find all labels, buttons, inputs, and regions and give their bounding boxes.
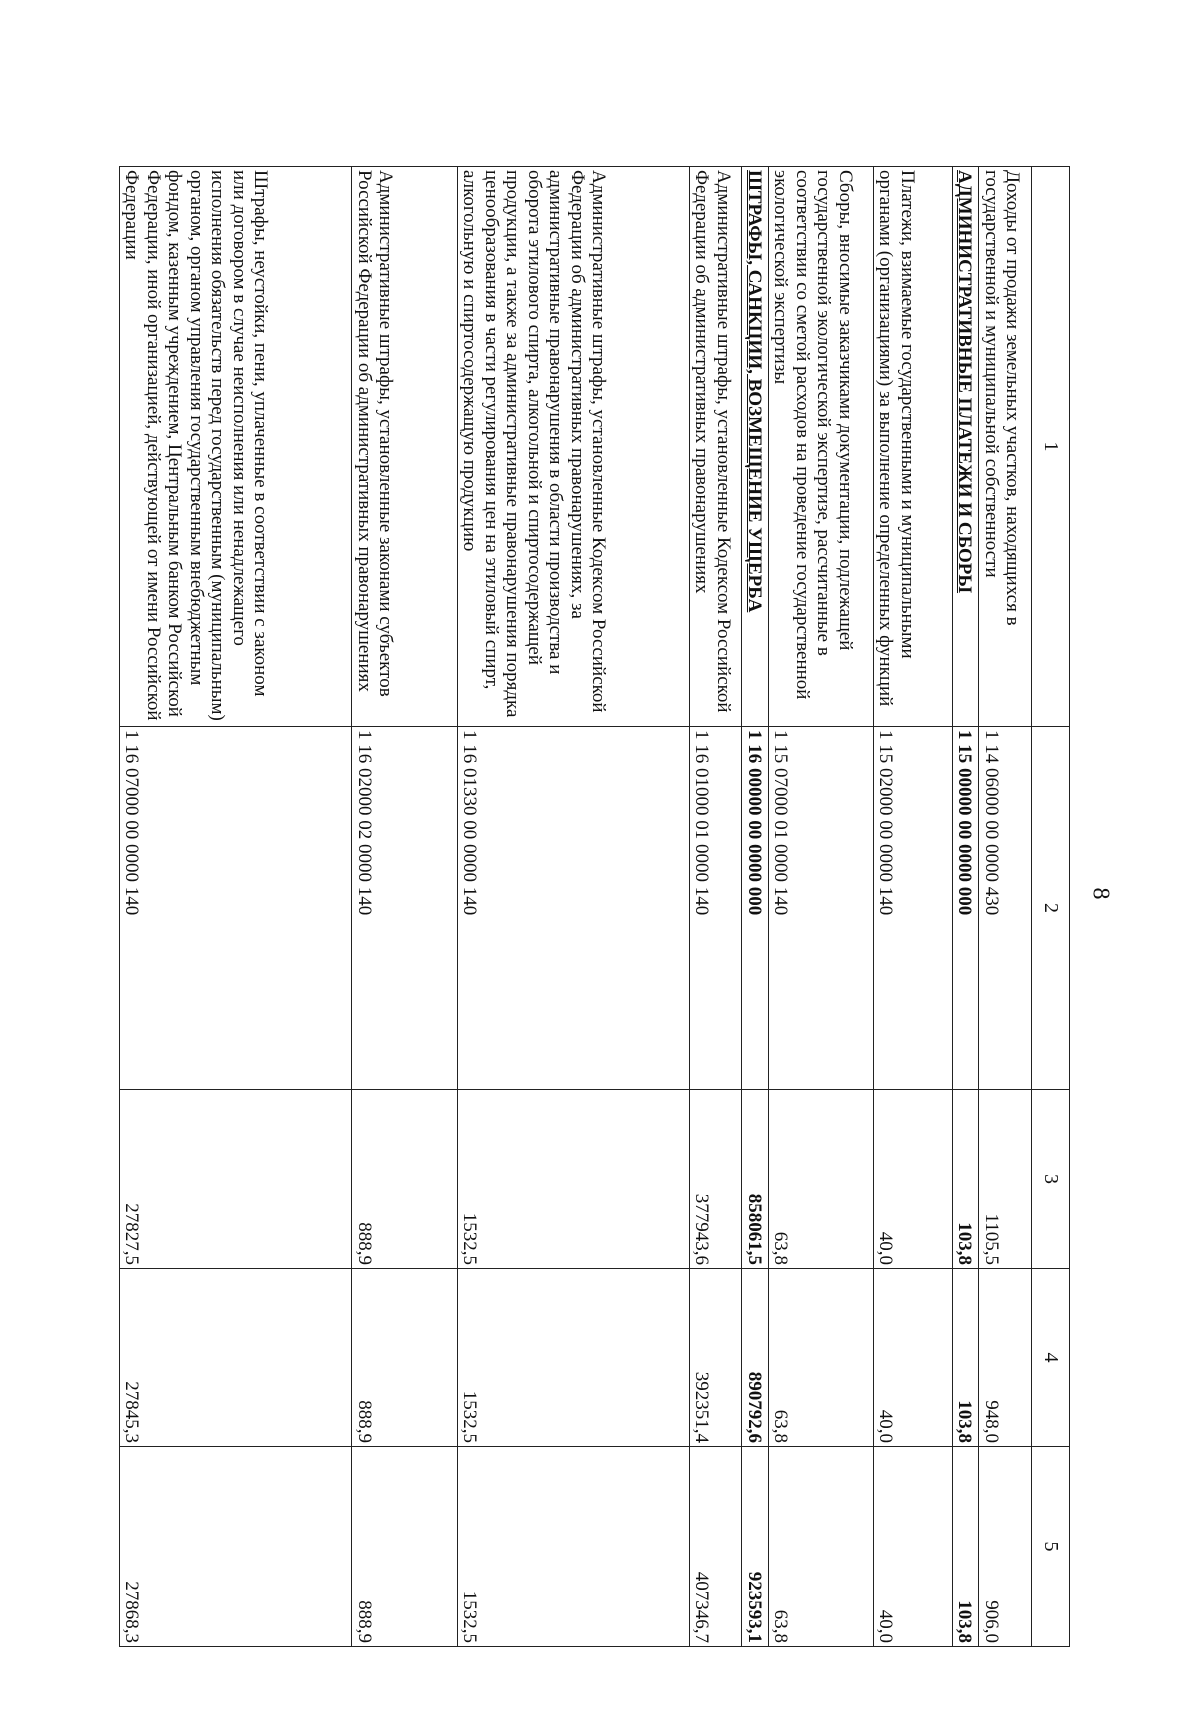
row-value-4: 392351,4 xyxy=(689,1269,742,1447)
row-value-4: 40,0 xyxy=(873,1269,952,1447)
row-value-3: 27827,5 xyxy=(120,1090,352,1269)
column-header-2: 2 xyxy=(1031,727,1069,1090)
table-row xyxy=(742,167,768,1647)
row-value-3: 103,8 xyxy=(952,1090,978,1269)
row-value-5: 923593,1 xyxy=(742,1447,768,1647)
rotated-table-container xyxy=(119,166,1070,1646)
row-value-3: 40,0 xyxy=(873,1090,952,1269)
row-code: 1 15 07000 01 0000 140 xyxy=(768,727,873,1090)
row-value-5: 27868,3 xyxy=(120,1447,352,1647)
row-name: ШТРАФЫ, САНКЦИИ, ВОЗМЕЩЕНИЕ УЩЕРБА xyxy=(742,167,768,727)
column-header-3: 3 xyxy=(1031,1090,1069,1269)
row-value-3: 63,8 xyxy=(768,1090,873,1269)
row-code: 1 14 06000 00 0000 430 xyxy=(979,727,1032,1090)
row-value-3: 858061,5 xyxy=(742,1090,768,1269)
row-value-3: 888,9 xyxy=(352,1090,457,1269)
table-row xyxy=(689,167,742,1647)
row-code: 1 16 01330 00 0000 140 xyxy=(457,727,689,1090)
row-name: АДМИНИСТРАТИВНЫЕ ПЛАТЕЖИ И СБОРЫ xyxy=(952,167,978,727)
row-code: 1 15 00000 00 0000 000 xyxy=(952,727,978,1090)
column-header-4: 4 xyxy=(1031,1269,1069,1447)
row-value-5: 888,9 xyxy=(352,1447,457,1647)
row-value-3: 377943,6 xyxy=(689,1090,742,1269)
table-row xyxy=(768,167,873,1647)
page-number: 8 xyxy=(1087,887,1114,900)
row-name: Административные штрафы, установленные Кодексом Российской Федерации об административных правонарушениях, за административные правонарушения в области производства и оборота этилового спирта, алкогольной и спиртосодержащей продукции, а также за административные правонарушения порядка ценообразования в части регулирования цен на этиловый спирт, алкогольную и спиртосодержащую продукцию xyxy=(457,167,689,727)
row-value-5: 63,8 xyxy=(768,1447,873,1647)
row-value-4: 103,8 xyxy=(952,1269,978,1447)
row-value-4: 890792,6 xyxy=(742,1269,768,1447)
row-value-4: 948,0 xyxy=(979,1269,1032,1447)
row-value-5: 906,0 xyxy=(979,1447,1032,1647)
column-header-5: 5 xyxy=(1031,1447,1069,1647)
row-code: 1 16 01000 01 0000 140 xyxy=(689,727,742,1090)
table-row xyxy=(952,167,978,1647)
row-value-5: 407346,7 xyxy=(689,1447,742,1647)
table-header-row xyxy=(1031,167,1069,1647)
row-value-5: 103,8 xyxy=(952,1447,978,1647)
row-name: Административные штрафы, установленные Кодексом Российской Федерации об административных правонарушениях xyxy=(689,167,742,727)
row-value-4: 27845,3 xyxy=(120,1269,352,1447)
table-row xyxy=(873,167,952,1647)
row-code: 1 15 02000 00 0000 140 xyxy=(873,727,952,1090)
row-code: 1 16 00000 00 0000 000 xyxy=(742,727,768,1090)
row-name: Доходы от продажи земельных участков, находящихся в государственной и муниципальной собственности xyxy=(979,167,1032,727)
row-name: Штрафы, неустойки, пени, уплаченные в соответствии с законом или договором в случае неисполнения или ненадлежащего исполнения обязательств перед государственным (муниципальным) органом, органом управления государственным внебюджетным фондом, казенным учреждением, Центральным банком Российской Федерации, иной организацией, действующей от имени Российской Федерации xyxy=(120,167,352,727)
row-value-5: 1532,5 xyxy=(457,1447,689,1647)
revenue-table xyxy=(119,166,1070,1647)
row-value-3: 1105,5 xyxy=(979,1090,1032,1269)
row-code: 1 16 07000 00 0000 140 xyxy=(120,727,352,1090)
row-value-4: 1532,5 xyxy=(457,1269,689,1447)
table-row xyxy=(120,167,352,1647)
column-header-1: 1 xyxy=(1031,167,1069,727)
table-row xyxy=(457,167,689,1647)
row-name: Сборы, вносимые заказчиками документации, подлежащей государственной экологической экспертизе, рассчитанные в соответствии со сметой расходов на проведение государственной экологической экспертизы xyxy=(768,167,873,727)
row-value-4: 63,8 xyxy=(768,1269,873,1447)
row-name: Административные штрафы, установленные законами субъектов Российской Федерации об административных правонарушениях xyxy=(352,167,457,727)
table-row xyxy=(979,167,1032,1647)
row-name: Платежи, взимаемые государственными и муниципальными органами (организациями) за выполнение определенных функций xyxy=(873,167,952,727)
row-value-5: 40,0 xyxy=(873,1447,952,1647)
row-code: 1 16 02000 02 0000 140 xyxy=(352,727,457,1090)
row-value-3: 1532,5 xyxy=(457,1090,689,1269)
row-value-4: 888,9 xyxy=(352,1269,457,1447)
table-row xyxy=(352,167,457,1647)
